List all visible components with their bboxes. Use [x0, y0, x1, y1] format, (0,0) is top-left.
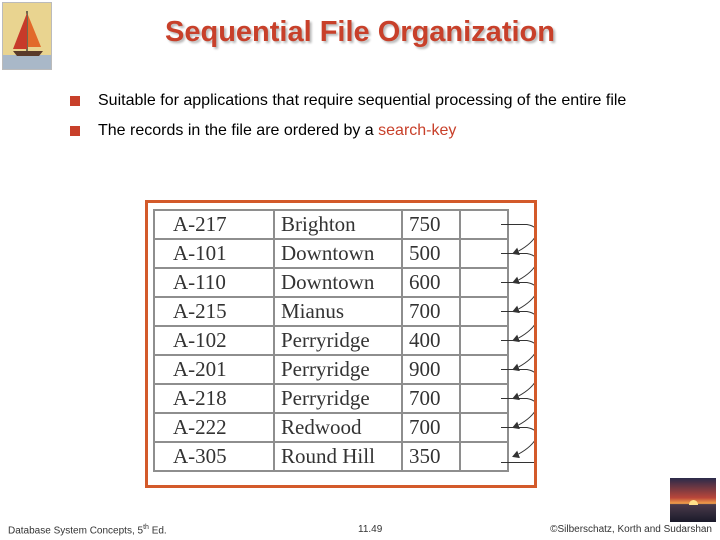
footer-page-number: 11.49 — [358, 524, 383, 535]
balance-cell: 700 — [402, 297, 460, 326]
account-cell: A-110 — [154, 268, 274, 297]
null-pointer-ground — [501, 463, 534, 471]
branch-cell: Mianus — [274, 297, 402, 326]
account-cell: A-101 — [154, 239, 274, 268]
branch-cell: Redwood — [274, 413, 402, 442]
balance-cell: 400 — [402, 326, 460, 355]
branch-cell: Brighton — [274, 210, 402, 239]
next-record-arrow — [501, 225, 534, 254]
account-cell: A-215 — [154, 297, 274, 326]
branch-cell: Downtown — [274, 268, 402, 297]
account-cell: A-305 — [154, 442, 274, 471]
square-bullet-icon — [70, 96, 80, 106]
branch-cell: Downtown — [274, 239, 402, 268]
branch-cell: Perryridge — [274, 355, 402, 384]
sequential-file-figure — [145, 200, 537, 488]
bullet-text: Suitable for applications that require sequential processing of the entire file — [98, 92, 627, 109]
next-record-arrow — [501, 254, 534, 283]
branch-cell: Round Hill — [274, 442, 402, 471]
balance-cell: 600 — [402, 268, 460, 297]
branch-cell: Perryridge — [274, 326, 402, 355]
bullet-list — [70, 90, 630, 142]
slide-title: Sequential File Organization — [165, 16, 555, 48]
pointer-chain — [148, 203, 534, 485]
balance-cell: 750 — [402, 210, 460, 239]
footer-copyright: ©Silberschatz, Korth and Sudarshan — [550, 524, 712, 535]
account-cell: A-201 — [154, 355, 274, 384]
next-record-arrow — [501, 428, 534, 457]
balance-cell: 700 — [402, 413, 460, 442]
square-bullet-icon — [70, 126, 80, 136]
bullet-item — [70, 120, 630, 142]
sun-icon — [689, 500, 698, 505]
next-record-arrow — [501, 312, 534, 341]
balance-cell: 350 — [402, 442, 460, 471]
account-cell: A-218 — [154, 384, 274, 413]
next-record-arrow — [501, 341, 534, 370]
balance-cell: 700 — [402, 384, 460, 413]
search-key-term: search-key — [378, 122, 457, 139]
next-record-arrow — [501, 283, 534, 312]
account-cell: A-217 — [154, 210, 274, 239]
account-cell: A-222 — [154, 413, 274, 442]
next-record-arrow — [501, 399, 534, 428]
footer-book-title: Database System Concepts, 5th Ed. — [8, 524, 167, 537]
bullet-item — [70, 90, 630, 112]
balance-cell: 500 — [402, 239, 460, 268]
next-record-arrow — [501, 370, 534, 399]
bullet-text: The records in the file are ordered by a — [98, 122, 379, 139]
sunset-image — [670, 478, 716, 522]
branch-cell: Perryridge — [274, 384, 402, 413]
balance-cell: 900 — [402, 355, 460, 384]
account-cell: A-102 — [154, 326, 274, 355]
